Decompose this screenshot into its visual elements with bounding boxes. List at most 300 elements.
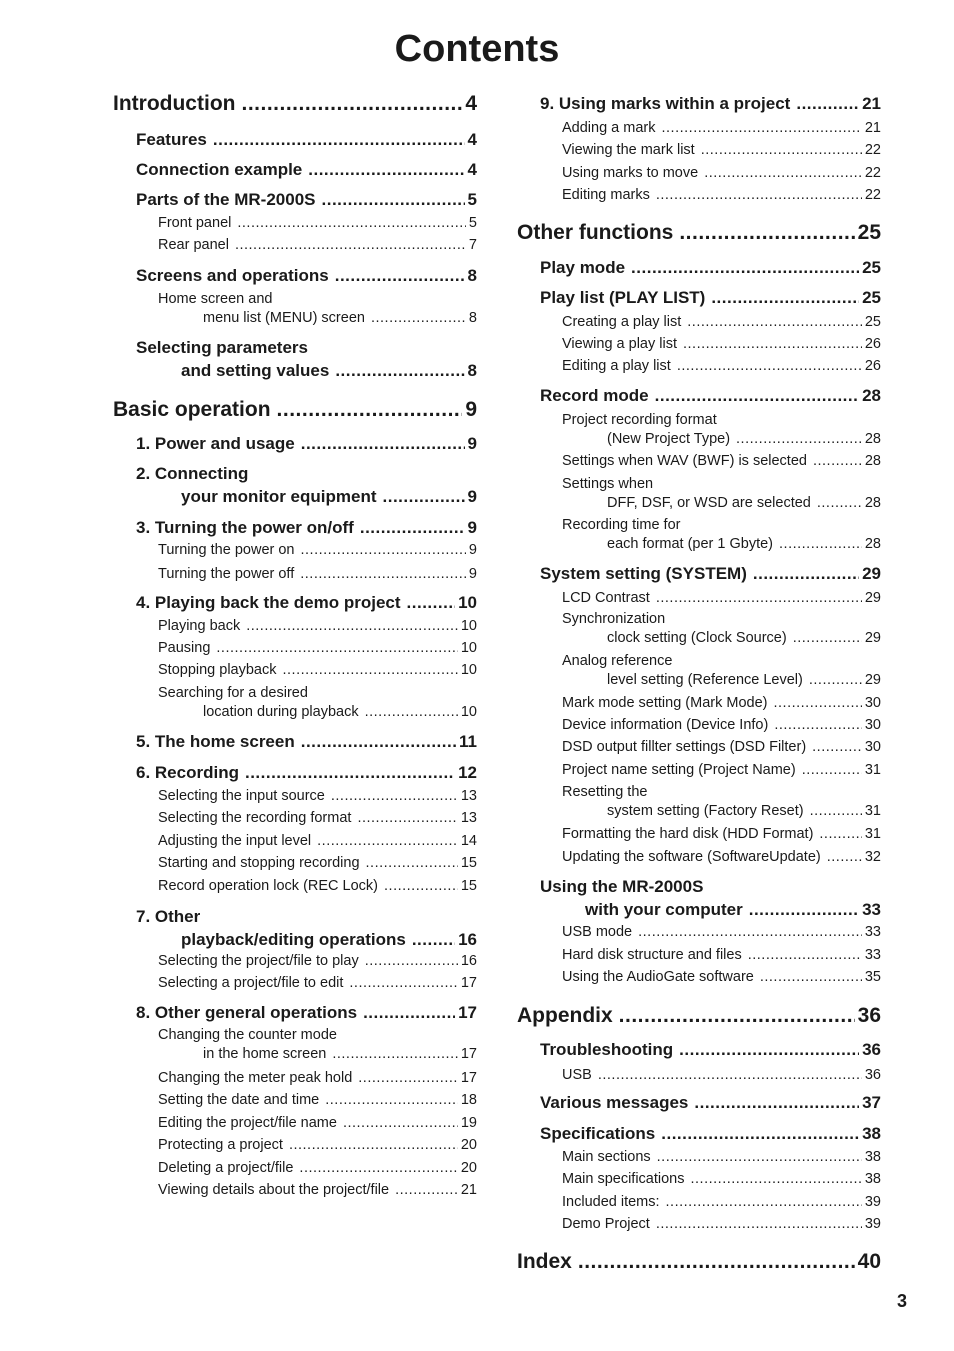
- dot-leader: [363, 1001, 455, 1024]
- toc-entry-row: [158, 809, 477, 828]
- toc-entry-label: Troubleshooting: [540, 1040, 674, 1059]
- dot-leader: [301, 541, 466, 560]
- dot-leader: [301, 730, 456, 753]
- toc-entry-row: [562, 141, 881, 160]
- toc-entry-row: [562, 186, 881, 205]
- toc-entry-row: [562, 802, 881, 821]
- toc-entry-level-2[interactable]: [136, 128, 477, 151]
- toc-entry-level-3[interactable]: [562, 1148, 881, 1167]
- toc-entry-level-3[interactable]: [562, 946, 881, 965]
- toc-entry-page: 29: [864, 590, 881, 606]
- dot-leader: [638, 923, 862, 942]
- toc-entry-row: [158, 214, 477, 233]
- toc-entry-row: [158, 1136, 477, 1155]
- toc-entry-page: 22: [864, 142, 881, 158]
- toc-entry-page: 15: [460, 855, 477, 871]
- dot-leader: [827, 848, 862, 867]
- toc-entry-level-2[interactable]: [136, 1001, 477, 1024]
- dot-leader: [335, 359, 464, 382]
- dot-leader: [661, 1122, 859, 1145]
- toc-entry-label: Viewing the mark list: [562, 142, 695, 158]
- toc-entry-level-3[interactable]: [562, 119, 881, 138]
- toc-entry-row: [562, 1170, 881, 1189]
- toc-entry-label: LCD Contrast: [562, 590, 650, 606]
- toc-entry-level-3[interactable]: [158, 541, 477, 560]
- toc-entry-level-2[interactable]: [136, 905, 477, 951]
- toc-entry-level-3[interactable]: [158, 290, 477, 328]
- toc-entry-level-3[interactable]: [158, 1114, 477, 1133]
- toc-entry-level-2[interactable]: [540, 256, 881, 279]
- toc-entry-level-3[interactable]: [562, 968, 881, 987]
- toc-entry-level-3[interactable]: [562, 783, 881, 821]
- toc-entry-row: [562, 761, 881, 780]
- toc-entry-label: Using marks to move: [562, 165, 699, 181]
- toc-entry-level-2[interactable]: [540, 1091, 881, 1114]
- toc-entry-level-3[interactable]: [562, 848, 881, 867]
- toc-entry-page: 9: [465, 398, 477, 421]
- toc-entry-level-1[interactable]: [517, 1250, 881, 1274]
- toc-entry-row: [540, 1091, 881, 1114]
- toc-entry-level-3[interactable]: [158, 974, 477, 993]
- toc-entry-page: 30: [864, 739, 881, 755]
- toc-entry-row: [562, 164, 881, 183]
- toc-entry-level-2[interactable]: [136, 264, 477, 287]
- toc-entry-page: 8: [467, 361, 477, 380]
- toc-entry-level-3[interactable]: [562, 738, 881, 757]
- toc-entry-page: 8: [467, 266, 477, 285]
- toc-entry-row: [562, 430, 881, 449]
- toc-entry-page: 5: [467, 190, 477, 209]
- toc-entry-row: [158, 541, 477, 560]
- toc-entry-label: Protecting a project: [158, 1137, 283, 1153]
- toc-entry-level-2[interactable]: [136, 158, 477, 181]
- toc-entry-level-3[interactable]: [158, 565, 477, 584]
- toc-entry-label-first-line: Changing the counter mode: [158, 1027, 337, 1043]
- dot-leader: [749, 898, 859, 921]
- toc-entry-row: [158, 952, 477, 971]
- dot-leader: [679, 1038, 859, 1061]
- dot-leader: [598, 1066, 862, 1085]
- toc-entry-page: 16: [460, 953, 477, 969]
- toc-entry-label: Specifications: [540, 1124, 656, 1143]
- toc-entry-level-3[interactable]: [562, 1066, 881, 1085]
- toc-entry-page: 36: [862, 1040, 881, 1059]
- toc-entry-page: 17: [460, 1046, 477, 1062]
- toc-entry-label: level setting (Reference Level): [607, 672, 803, 688]
- toc-entry-page: 40: [857, 1250, 881, 1273]
- toc-entry-level-3[interactable]: [158, 1026, 477, 1064]
- toc-entry-label: Selecting the recording format: [158, 810, 352, 826]
- toc-entry-row: [136, 158, 477, 181]
- toc-entry-row: [562, 738, 881, 757]
- toc-entry-label: (New Project Type): [607, 431, 731, 447]
- toc-entry-page: 35: [864, 969, 881, 985]
- toc-entry-page: 33: [864, 947, 881, 963]
- toc-entry-label: Deleting a project/file: [158, 1160, 294, 1176]
- toc-entry-page: 21: [862, 94, 881, 113]
- toc-entry-page: 28: [864, 536, 881, 552]
- dot-leader: [246, 617, 458, 636]
- toc-entry-page: 28: [864, 453, 881, 469]
- toc-entry-level-2[interactable]: [540, 92, 881, 115]
- toc-entry-label-first-line: Using the MR-2000S: [540, 877, 704, 896]
- dot-leader: [300, 565, 466, 584]
- toc-entry-row: [158, 1045, 477, 1064]
- toc-entry-row: [562, 671, 881, 690]
- dot-leader: [245, 761, 455, 784]
- dot-leader: [694, 1091, 859, 1114]
- toc-entry-row: [158, 236, 477, 255]
- toc-entry-label: Play mode: [540, 258, 626, 277]
- toc-entry-level-3[interactable]: [562, 923, 881, 942]
- dot-leader: [760, 968, 862, 987]
- toc-entry-label-first-line: Selecting parameters: [136, 338, 308, 357]
- toc-entry-level-2[interactable]: [136, 730, 477, 753]
- dot-leader: [656, 186, 862, 205]
- dot-leader: [736, 430, 862, 449]
- dot-leader: [662, 119, 862, 138]
- dot-leader: [691, 1170, 862, 1189]
- toc-entry-level-3[interactable]: [562, 589, 881, 608]
- toc-entry-page: 10: [460, 704, 477, 720]
- toc-entry-label: in the home screen: [203, 1046, 327, 1062]
- toc-entry-page: 15: [460, 878, 477, 894]
- toc-entry-page: 13: [460, 788, 477, 804]
- toc-entry-label: Appendix: [517, 1004, 613, 1027]
- toc-entry-row: [517, 1250, 881, 1274]
- toc-entry-label: Editing a play list: [562, 358, 671, 374]
- toc-entry-page: 20: [460, 1160, 477, 1176]
- dot-leader: [371, 309, 466, 328]
- toc-entry-label: Various messages: [540, 1093, 689, 1112]
- toc-entry-row: [158, 1069, 477, 1088]
- toc-entry-page: 19: [460, 1115, 477, 1131]
- toc-entry-label: 5. The home screen: [136, 732, 295, 751]
- dot-leader: [383, 485, 465, 508]
- toc-entry-level-1[interactable]: [113, 92, 477, 116]
- toc-entry-level-3[interactable]: [158, 1091, 477, 1110]
- dot-leader: [299, 1159, 457, 1178]
- toc-entry-level-3[interactable]: [562, 164, 881, 183]
- toc-entry-level-2[interactable]: [136, 516, 477, 539]
- toc-entry-row: [562, 494, 881, 513]
- toc-entry-level-2[interactable]: [540, 562, 881, 585]
- toc-entry-row: [562, 716, 881, 735]
- dot-leader: [395, 1181, 458, 1200]
- toc-entry-page: 9: [467, 487, 477, 506]
- toc-entry-level-2[interactable]: [136, 462, 477, 508]
- toc-entry-label: Formatting the hard disk (HDD Format): [562, 826, 814, 842]
- toc-entry-page: 31: [864, 803, 881, 819]
- toc-entry-label: Project name setting (Project Name): [562, 762, 796, 778]
- toc-entry-label: Adding a mark: [562, 120, 656, 136]
- toc-entry-row: [158, 832, 477, 851]
- toc-entry-level-2[interactable]: [540, 286, 881, 309]
- toc-entry-row: [540, 898, 881, 921]
- toc-entry-level-3[interactable]: [562, 825, 881, 844]
- toc-entry-level-2[interactable]: [136, 336, 477, 382]
- toc-entry-row: [158, 661, 477, 680]
- toc-entry-level-3[interactable]: [158, 684, 477, 722]
- toc-entry-page: 4: [465, 92, 477, 115]
- toc-entry-page: 21: [864, 120, 881, 136]
- toc-entry-level-2[interactable]: [136, 188, 477, 211]
- toc-entry-page: 29: [864, 630, 881, 646]
- toc-entry-level-3[interactable]: [562, 475, 881, 513]
- toc-entry-label: playback/editing operations: [181, 930, 406, 949]
- toc-entry-level-3[interactable]: [158, 1159, 477, 1178]
- toc-entry-label: Changing the meter peak hold: [158, 1070, 353, 1086]
- toc-entry-level-3[interactable]: [158, 877, 477, 896]
- dot-leader: [343, 1114, 458, 1133]
- page-title: Contents: [394, 28, 560, 70]
- toc-entry-label-first-line: Resetting the: [562, 784, 648, 800]
- toc-entry-label-first-line: Project recording format: [562, 412, 717, 428]
- toc-entry-level-3[interactable]: [158, 661, 477, 680]
- toc-entry-label: Parts of the MR-2000S: [136, 190, 316, 209]
- dot-leader: [687, 313, 862, 332]
- dot-leader: [360, 516, 465, 539]
- toc-entry-row: [562, 629, 881, 648]
- toc-entry-level-3[interactable]: [562, 452, 881, 471]
- page-number: 3: [896, 1291, 907, 1311]
- toc-entry-row: [158, 1114, 477, 1133]
- toc-entry-level-3[interactable]: [562, 141, 881, 160]
- toc-entry-label: Main specifications: [562, 1171, 685, 1187]
- toc-entry-page: 21: [460, 1182, 477, 1198]
- dot-leader: [666, 1193, 862, 1212]
- toc-entry-label: Viewing a play list: [562, 336, 677, 352]
- dot-leader: [301, 432, 465, 455]
- dot-leader: [235, 236, 466, 255]
- toc-entry-level-3[interactable]: [562, 1170, 881, 1189]
- toc-entry-label: Viewing details about the project/file: [158, 1182, 390, 1198]
- toc-entry-label: Mark mode setting (Mark Mode): [562, 695, 768, 711]
- toc-entry-page: 39: [864, 1194, 881, 1210]
- toc-entry-row: [562, 1193, 881, 1212]
- dot-leader: [683, 335, 862, 354]
- toc-entry-level-3[interactable]: [158, 214, 477, 233]
- toc-entry-level-3[interactable]: [562, 411, 881, 449]
- dot-leader: [779, 535, 862, 554]
- toc-entry-label: location during playback: [203, 704, 359, 720]
- toc-entry-label: Hard disk structure and files: [562, 947, 742, 963]
- toc-entry-label: USB mode: [562, 924, 633, 940]
- toc-entry-page: 5: [468, 215, 477, 231]
- dot-leader: [289, 1136, 458, 1155]
- toc-entry-page: 25: [862, 258, 881, 277]
- toc-entry-level-3[interactable]: [562, 335, 881, 354]
- dot-leader: [317, 832, 458, 851]
- toc-entry-page: 4: [467, 160, 477, 179]
- toc-entry-level-3[interactable]: [158, 854, 477, 873]
- dot-leader: [701, 141, 862, 160]
- toc-entry-label: System setting (SYSTEM): [540, 564, 747, 583]
- toc-entry-label: Connection example: [136, 160, 303, 179]
- toc-entry-row: [517, 221, 881, 245]
- toc-entry-page: 33: [864, 924, 881, 940]
- dot-leader: [655, 384, 859, 407]
- toc-entry-label: Front panel: [158, 215, 232, 231]
- toc-entry-page: 17: [460, 975, 477, 991]
- toc-entry-label: Creating a play list: [562, 314, 682, 330]
- toc-entry-row: [562, 357, 881, 376]
- toc-entry-page: 10: [460, 618, 477, 634]
- toc-entry-label: 4. Playing back the demo project: [136, 593, 401, 612]
- toc-entry-label: DFF, DSF, or WSD are selected: [607, 495, 811, 511]
- toc-entry-level-3[interactable]: [562, 1193, 881, 1212]
- toc-entry-level-3[interactable]: [158, 787, 477, 806]
- toc-entry-row: [158, 617, 477, 636]
- toc-entry-level-3[interactable]: [158, 952, 477, 971]
- toc-entry-row: [136, 730, 477, 753]
- dot-leader: [357, 809, 457, 828]
- toc-entry-level-2[interactable]: [136, 761, 477, 784]
- toc-entry-level-1[interactable]: [113, 398, 477, 422]
- toc-entry-row: [562, 1148, 881, 1167]
- toc-entry-row: [136, 1001, 477, 1024]
- toc-entry-label: Other functions: [517, 221, 674, 244]
- toc-entry-level-2[interactable]: [540, 1038, 881, 1061]
- toc-entry-label: 6. Recording: [136, 763, 239, 782]
- toc-entry-row: [158, 1181, 477, 1200]
- toc-entry-page: 22: [864, 165, 881, 181]
- toc-entry-page: 9: [467, 434, 477, 453]
- toc-entry-page: 9: [468, 566, 477, 582]
- toc-entry-page: 4: [467, 130, 477, 149]
- dot-leader: [748, 946, 862, 965]
- toc-entry-label: Using the AudioGate software: [562, 969, 754, 985]
- toc-entry-level-3[interactable]: [562, 516, 881, 554]
- toc-entry-level-3[interactable]: [158, 832, 477, 851]
- dot-leader: [241, 92, 462, 116]
- dot-leader: [384, 877, 458, 896]
- toc-entry-row: [113, 92, 477, 116]
- toc-entry-label: Basic operation: [113, 398, 271, 421]
- toc-entry-level-2[interactable]: [540, 1122, 881, 1145]
- toc-entry-level-3[interactable]: [158, 809, 477, 828]
- toc-entry-row: [158, 854, 477, 873]
- toc-entry-level-3[interactable]: [158, 639, 477, 658]
- toc-entry-page: 37: [862, 1093, 881, 1112]
- toc-entry-row: [562, 335, 881, 354]
- toc-entry-level-3[interactable]: [562, 694, 881, 713]
- dot-leader: [322, 188, 465, 211]
- toc-entry-level-3[interactable]: [562, 761, 881, 780]
- dot-leader: [753, 562, 859, 585]
- dot-leader: [793, 629, 862, 648]
- toc-entry-level-3[interactable]: [562, 313, 881, 332]
- toc-entry-level-2[interactable]: [136, 432, 477, 455]
- dot-leader: [216, 639, 457, 658]
- toc-entry-row: [562, 825, 881, 844]
- toc-entry-page: 13: [460, 810, 477, 826]
- toc-entry-page: 26: [864, 336, 881, 352]
- toc-entry-level-3[interactable]: [158, 617, 477, 636]
- toc-entry-page: 36: [857, 1004, 881, 1027]
- toc-entry-row: [562, 589, 881, 608]
- toc-entry-page: 18: [460, 1092, 477, 1108]
- dot-leader: [358, 1069, 458, 1088]
- toc-entry-label: system setting (Factory Reset): [607, 803, 804, 819]
- toc-entry-level-3[interactable]: [158, 236, 477, 255]
- toc-entry-page: 30: [864, 717, 881, 733]
- dot-leader: [656, 589, 862, 608]
- toc-entry-row: [562, 848, 881, 867]
- toc-entry-level-2[interactable]: [540, 384, 881, 407]
- toc-entry-label: Selecting the input source: [158, 788, 325, 804]
- toc-entry-row: [540, 384, 881, 407]
- dot-leader: [679, 221, 854, 245]
- dot-leader: [213, 128, 465, 151]
- toc-entry-row: [562, 1215, 881, 1234]
- toc-entry-level-2[interactable]: [540, 875, 881, 921]
- toc-entry-level-3[interactable]: [562, 186, 881, 205]
- toc-entry-level-1[interactable]: [517, 221, 881, 245]
- toc-entry-page: 9: [468, 542, 477, 558]
- toc-entry-level-3[interactable]: [562, 610, 881, 648]
- toc-entry-row: [158, 703, 477, 722]
- toc-entry-level-2[interactable]: [136, 591, 477, 614]
- toc-entry-level-3[interactable]: [562, 1215, 881, 1234]
- toc-entry-label: USB: [562, 1067, 592, 1083]
- toc-entry-level-3[interactable]: [562, 357, 881, 376]
- toc-entry-row: [562, 694, 881, 713]
- dot-leader: [335, 264, 465, 287]
- toc-entry-label: Screens and operations: [136, 266, 329, 285]
- dot-leader: [283, 661, 458, 680]
- toc-entry-page: 29: [862, 564, 881, 583]
- toc-entry-label-first-line: Analog reference: [562, 653, 673, 669]
- toc-entry-label: Selecting the project/file to play: [158, 953, 359, 969]
- dot-leader: [277, 398, 463, 422]
- toc-entry-label: Included items:: [562, 1194, 660, 1210]
- toc-entry-label: with your computer: [585, 900, 743, 919]
- toc-entry-label: Index: [517, 1250, 572, 1273]
- toc-entry-label-first-line: Settings when: [562, 476, 654, 492]
- toc-entry-label: Rear panel: [158, 237, 229, 253]
- toc-entry-label: Starting and stopping recording: [158, 855, 360, 871]
- toc-entry-page: 36: [864, 1067, 881, 1083]
- toc-entry-row: [136, 188, 477, 211]
- dot-leader: [631, 256, 859, 279]
- toc-entry-level-3[interactable]: [158, 1069, 477, 1088]
- toc-entry-row: [158, 974, 477, 993]
- toc-entry-level-3[interactable]: [158, 1136, 477, 1155]
- toc-entry-level-1[interactable]: [517, 1004, 881, 1028]
- toc-entry-label: clock setting (Clock Source): [607, 630, 787, 646]
- toc-entry-row: [158, 1091, 477, 1110]
- toc-entry-label-first-line: Recording time for: [562, 517, 681, 533]
- toc-entry-page: 38: [862, 1124, 881, 1143]
- dot-leader: [656, 1215, 862, 1234]
- toc-entry-row: [158, 1159, 477, 1178]
- toc-entry-label: Stopping playback: [158, 662, 277, 678]
- dot-leader: [773, 694, 861, 713]
- toc-entry-row: [136, 928, 477, 951]
- toc-entry-level-3[interactable]: [158, 1181, 477, 1200]
- toc-entry-row: [517, 1004, 881, 1028]
- toc-entry-label: Playing back: [158, 618, 241, 634]
- toc-entry-level-3[interactable]: [562, 652, 881, 690]
- toc-entry-level-3[interactable]: [562, 716, 881, 735]
- toc-entry-label: Introduction: [113, 92, 236, 115]
- toc-entry-page: 29: [864, 672, 881, 688]
- dot-leader: [407, 591, 456, 614]
- dot-leader: [809, 671, 862, 690]
- dot-leader: [619, 1004, 855, 1028]
- toc-entry-page: 28: [864, 495, 881, 511]
